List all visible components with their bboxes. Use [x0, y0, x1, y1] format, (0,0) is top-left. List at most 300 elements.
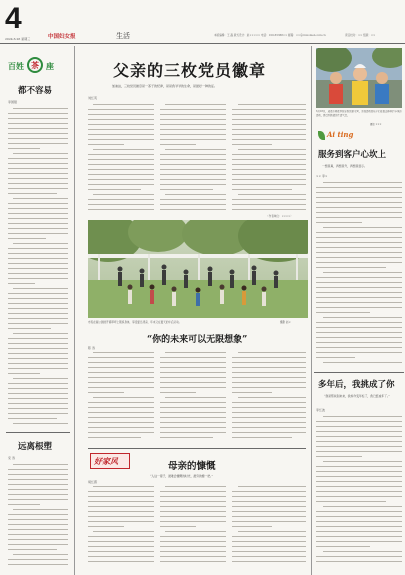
text-line [316, 426, 402, 427]
text-line [88, 159, 154, 160]
right-essay-title: 多年后，我挑成了你 [318, 380, 395, 390]
text-line [88, 551, 154, 552]
main-brand-note: （作者单位：××××） [266, 215, 293, 218]
text-line [160, 174, 226, 175]
text-line [232, 174, 306, 175]
text-line [8, 469, 68, 470]
text-line [93, 149, 154, 150]
text-line [93, 397, 154, 398]
text-line [8, 233, 68, 234]
text-line [8, 408, 68, 409]
text-line [232, 432, 306, 433]
text-line [88, 109, 154, 110]
text-line [232, 417, 306, 418]
text-line [8, 514, 68, 515]
text-line [160, 526, 196, 527]
text-line [316, 212, 402, 213]
text-line [160, 387, 226, 388]
text-line [316, 197, 402, 198]
text-line [13, 554, 68, 555]
text-line [232, 134, 306, 135]
text-line [232, 392, 272, 393]
text-line [93, 531, 154, 532]
text-line [160, 551, 226, 552]
text-line [160, 521, 226, 522]
text-line [88, 496, 154, 497]
text-line [232, 556, 306, 557]
text-line [8, 298, 68, 299]
page-number: 4 [5, 2, 22, 35]
text-line [232, 407, 306, 408]
text-line [88, 412, 154, 413]
text-line [93, 352, 154, 353]
text-line [160, 402, 226, 403]
text-line [232, 506, 306, 507]
text-line [8, 549, 57, 550]
text-line [316, 262, 402, 263]
text-line [160, 377, 226, 378]
text-line [8, 499, 68, 500]
text-line [316, 421, 402, 422]
text-line [316, 352, 402, 353]
text-line [8, 534, 68, 535]
text-line [88, 526, 124, 527]
text-line [232, 367, 306, 368]
text-line [8, 494, 68, 495]
text-line [316, 307, 402, 308]
right-photo-credit: 摄影 ××× [370, 123, 382, 126]
text-line [8, 208, 68, 209]
text-line [13, 378, 68, 379]
middle-body-col3 [232, 352, 306, 444]
text-line [160, 506, 226, 507]
text-line [8, 303, 68, 304]
text-line [232, 139, 306, 140]
text-line [160, 124, 226, 125]
header-date: 2024.6.26 星期三 [5, 37, 31, 41]
text-line [8, 223, 68, 224]
text-line [232, 154, 306, 155]
text-line [232, 561, 306, 562]
text-line [316, 302, 402, 303]
text-line [232, 124, 306, 125]
text-line [316, 536, 402, 537]
text-line [88, 556, 154, 557]
text-line [232, 179, 306, 180]
text-line [8, 388, 68, 389]
column-title: 服务到客户心坎上 [318, 150, 387, 160]
text-line [232, 357, 306, 358]
bottom-body-col3 [232, 486, 306, 566]
text-line [88, 516, 154, 517]
text-line [316, 526, 402, 527]
text-line [316, 247, 402, 248]
text-line [323, 551, 402, 552]
text-line [165, 531, 226, 532]
text-line [160, 372, 226, 373]
text-line [8, 183, 68, 184]
text-line [88, 521, 154, 522]
text-line [316, 312, 370, 313]
text-line [88, 377, 154, 378]
essay1-body [8, 108, 68, 430]
text-line [316, 491, 402, 492]
text-line [316, 476, 402, 477]
left-divider [6, 432, 70, 433]
text-line [238, 149, 306, 150]
text-line [8, 348, 68, 349]
text-line [316, 237, 402, 238]
right-essay-body [316, 416, 402, 568]
text-line [316, 541, 402, 542]
text-line [8, 163, 68, 164]
text-line [13, 288, 68, 289]
text-line [232, 382, 306, 383]
text-line [316, 496, 402, 497]
main-body-col2 [160, 104, 226, 216]
header-rule [0, 43, 405, 44]
right-divider [314, 372, 404, 373]
text-line [88, 144, 124, 145]
text-line [232, 501, 306, 502]
text-line [8, 318, 68, 319]
section-logo-char: 茶 [31, 60, 39, 70]
text-line [8, 273, 68, 274]
right-photo-caption: 6月18日，成都市郫都区张家院的夏令营，参加活动的孩子们在街边体验打卡城市活动，感受到浓郁的生活气息。 [316, 110, 402, 117]
text-line [160, 357, 226, 358]
family-tradition-logo-text: 好家风 [94, 456, 118, 466]
text-line [160, 139, 226, 140]
text-line [8, 519, 68, 520]
text-line [160, 114, 226, 115]
text-line [160, 367, 226, 368]
text-line [8, 413, 68, 414]
text-line [160, 159, 226, 160]
text-line [160, 129, 226, 130]
text-line [232, 437, 292, 438]
text-line [8, 253, 68, 254]
text-line [323, 461, 402, 462]
text-line [88, 392, 124, 393]
text-line [316, 561, 402, 562]
text-line [8, 138, 68, 139]
text-line [232, 184, 306, 185]
text-line [160, 427, 226, 428]
text-line [160, 496, 226, 497]
text-line [316, 257, 402, 258]
text-line [93, 104, 154, 105]
text-line [160, 209, 226, 210]
text-line [316, 282, 402, 283]
text-line [316, 446, 402, 447]
text-line [232, 536, 306, 537]
bottom-body-col1 [88, 486, 154, 566]
text-line [8, 283, 35, 284]
text-line [160, 169, 226, 170]
text-line [160, 541, 226, 542]
essay2-body [8, 464, 68, 572]
column-logo [318, 130, 358, 142]
bottom-subtitle: “人这一辈子，最难会慷慨的时光，最穷的慷一把。” [150, 474, 213, 478]
column-logo-text: Ai ting [327, 130, 354, 139]
text-line [8, 218, 68, 219]
text-line [232, 144, 272, 145]
text-line [316, 252, 402, 253]
text-line [238, 352, 306, 353]
text-line [232, 114, 306, 115]
right-essay-subtitle: “我是帮扶别来来，我如今变年轻了，我已经成年了。” [324, 394, 390, 398]
main-byline: 刘红英 [88, 96, 98, 100]
text-line [8, 484, 68, 485]
text-line [316, 222, 362, 223]
text-line [8, 308, 68, 309]
text-line [13, 464, 68, 465]
text-line [316, 297, 402, 298]
text-line [8, 368, 68, 369]
text-line [323, 272, 402, 273]
text-line [316, 521, 402, 522]
text-line [88, 204, 154, 205]
text-line [160, 199, 226, 200]
header-right-info: 责任校对：×× 组版：×× [345, 34, 376, 37]
text-line [232, 387, 306, 388]
text-line [88, 134, 154, 135]
section-name: 生活 [116, 32, 130, 40]
text-line [316, 501, 386, 502]
text-line [316, 546, 370, 547]
text-line [88, 536, 154, 537]
text-line [88, 372, 154, 373]
text-line [8, 403, 68, 404]
text-line [323, 506, 402, 507]
text-line [88, 114, 154, 115]
text-line [232, 164, 306, 165]
right-essay-byline: 李红波 [316, 408, 326, 412]
text-line [88, 139, 154, 140]
text-line [232, 427, 306, 428]
middle-body-col2 [160, 352, 226, 444]
text-line [316, 337, 402, 338]
text-line [8, 203, 68, 204]
text-line [316, 516, 402, 517]
text-line [160, 382, 226, 383]
text-line [8, 168, 68, 169]
text-line [8, 564, 68, 565]
text-line [232, 496, 306, 497]
text-line [238, 104, 306, 105]
text-line [160, 437, 213, 438]
text-line [238, 486, 306, 487]
text-line [8, 263, 68, 264]
text-line [8, 118, 68, 119]
text-line [8, 479, 68, 480]
text-line [88, 402, 154, 403]
text-line [232, 129, 306, 130]
text-line [88, 437, 141, 438]
text-line [316, 486, 402, 487]
left-column-rule [74, 46, 75, 575]
text-line [160, 412, 226, 413]
text-line [238, 194, 306, 195]
bottom-divider [88, 448, 306, 449]
text-line [316, 187, 402, 188]
text-line [8, 489, 68, 490]
text-line [88, 367, 154, 368]
text-line [8, 393, 68, 394]
middle-title: “你的未来可以无限想象” [147, 335, 248, 345]
text-line [316, 466, 402, 467]
text-line [316, 207, 402, 208]
text-line [13, 509, 68, 510]
column-byline: ×× 李× [316, 174, 328, 178]
text-line [232, 521, 306, 522]
text-line [316, 441, 402, 442]
children-camp-photo [316, 48, 402, 108]
text-line [160, 179, 226, 180]
text-line [160, 417, 226, 418]
text-line [323, 317, 402, 318]
text-line [8, 268, 68, 269]
text-line [316, 327, 402, 328]
text-line [165, 104, 226, 105]
section-logo-right: 座 [46, 61, 54, 71]
text-line [88, 184, 154, 185]
main-subtitle: 加油站，三枚党员徽章是一茶子的纪律，是是我爷爷的生命，是最好一种的证。 [112, 84, 218, 88]
text-line [88, 189, 141, 190]
text-line [93, 486, 154, 487]
text-line [232, 377, 306, 378]
text-line [232, 362, 306, 363]
text-line [88, 417, 154, 418]
text-line [316, 277, 402, 278]
text-line [8, 529, 68, 530]
text-line [160, 189, 213, 190]
text-line [88, 561, 154, 562]
text-line [88, 179, 154, 180]
text-line [88, 362, 154, 363]
text-line [8, 158, 68, 159]
text-line [8, 504, 40, 505]
text-line [160, 134, 226, 135]
text-line [160, 511, 226, 512]
text-line [160, 561, 226, 562]
bottom-title: 母亲的慷慨 [168, 461, 216, 472]
text-line [88, 427, 154, 428]
text-line [8, 544, 68, 545]
text-line [160, 144, 196, 145]
photo-caption: 市民在湖公园的开阔草坪上锻炼身体，享受夏日清凉，年来又在夏天的午后运动。 [88, 321, 182, 324]
text-line [8, 559, 68, 560]
text-line [8, 178, 68, 179]
text-line [232, 119, 306, 120]
text-line [8, 248, 68, 249]
text-line [232, 209, 306, 210]
text-line [88, 546, 154, 547]
text-line [13, 423, 68, 424]
column-body [316, 182, 402, 368]
text-line [160, 546, 226, 547]
essay1-byline: 李国强 [8, 100, 18, 104]
text-line [8, 383, 68, 384]
text-line [88, 164, 154, 165]
middle-byline: 陈 涛 [88, 346, 95, 350]
text-line [316, 451, 402, 452]
text-line [13, 198, 68, 199]
text-line [232, 412, 306, 413]
text-line [316, 357, 355, 358]
text-line [88, 506, 154, 507]
text-line [8, 474, 68, 475]
text-line [8, 338, 68, 339]
text-line [8, 343, 68, 344]
text-line [160, 204, 226, 205]
text-line [316, 192, 402, 193]
text-line [323, 227, 402, 228]
text-line [238, 531, 306, 532]
text-line [316, 481, 402, 482]
text-line [88, 541, 154, 542]
column-subtitle: 一想是真，再想是升，再想是显示。 [322, 164, 367, 168]
text-line [232, 159, 306, 160]
text-line [316, 531, 402, 532]
text-line [8, 328, 51, 329]
text-line [88, 407, 154, 408]
essay2-byline: 宋 涛 [8, 456, 15, 460]
text-line [160, 432, 226, 433]
park-exercise-photo [88, 220, 308, 318]
right-column-rule [311, 46, 312, 575]
text-line [88, 169, 154, 170]
text-line [316, 342, 402, 343]
text-line [165, 149, 226, 150]
text-line [8, 293, 68, 294]
text-line [160, 407, 226, 408]
text-line [88, 124, 154, 125]
text-line [316, 232, 402, 233]
text-line [316, 511, 402, 512]
text-line [160, 119, 226, 120]
text-line [8, 213, 68, 214]
text-line [165, 352, 226, 353]
text-line [88, 199, 154, 200]
text-line [160, 184, 226, 185]
text-line [316, 217, 402, 218]
text-line [13, 243, 68, 244]
text-line [8, 358, 68, 359]
bottom-byline: 胡红霞 [88, 480, 98, 484]
text-line [232, 199, 306, 200]
text-line [88, 501, 154, 502]
text-line [88, 119, 154, 120]
text-line [88, 209, 154, 210]
text-line [165, 397, 226, 398]
text-line [316, 431, 402, 432]
section-logo-left: 百姓 [8, 61, 24, 71]
text-line [160, 362, 226, 363]
text-line [160, 422, 226, 423]
text-line [8, 228, 68, 229]
text-line [316, 332, 402, 333]
text-line [232, 204, 306, 205]
text-line [8, 133, 68, 134]
main-body-col3 [232, 104, 306, 216]
text-line [165, 194, 226, 195]
essay1-title: 都不容易 [18, 86, 53, 96]
text-line [232, 516, 306, 517]
text-line [8, 258, 68, 259]
left-column [0, 46, 74, 575]
text-line [8, 123, 68, 124]
